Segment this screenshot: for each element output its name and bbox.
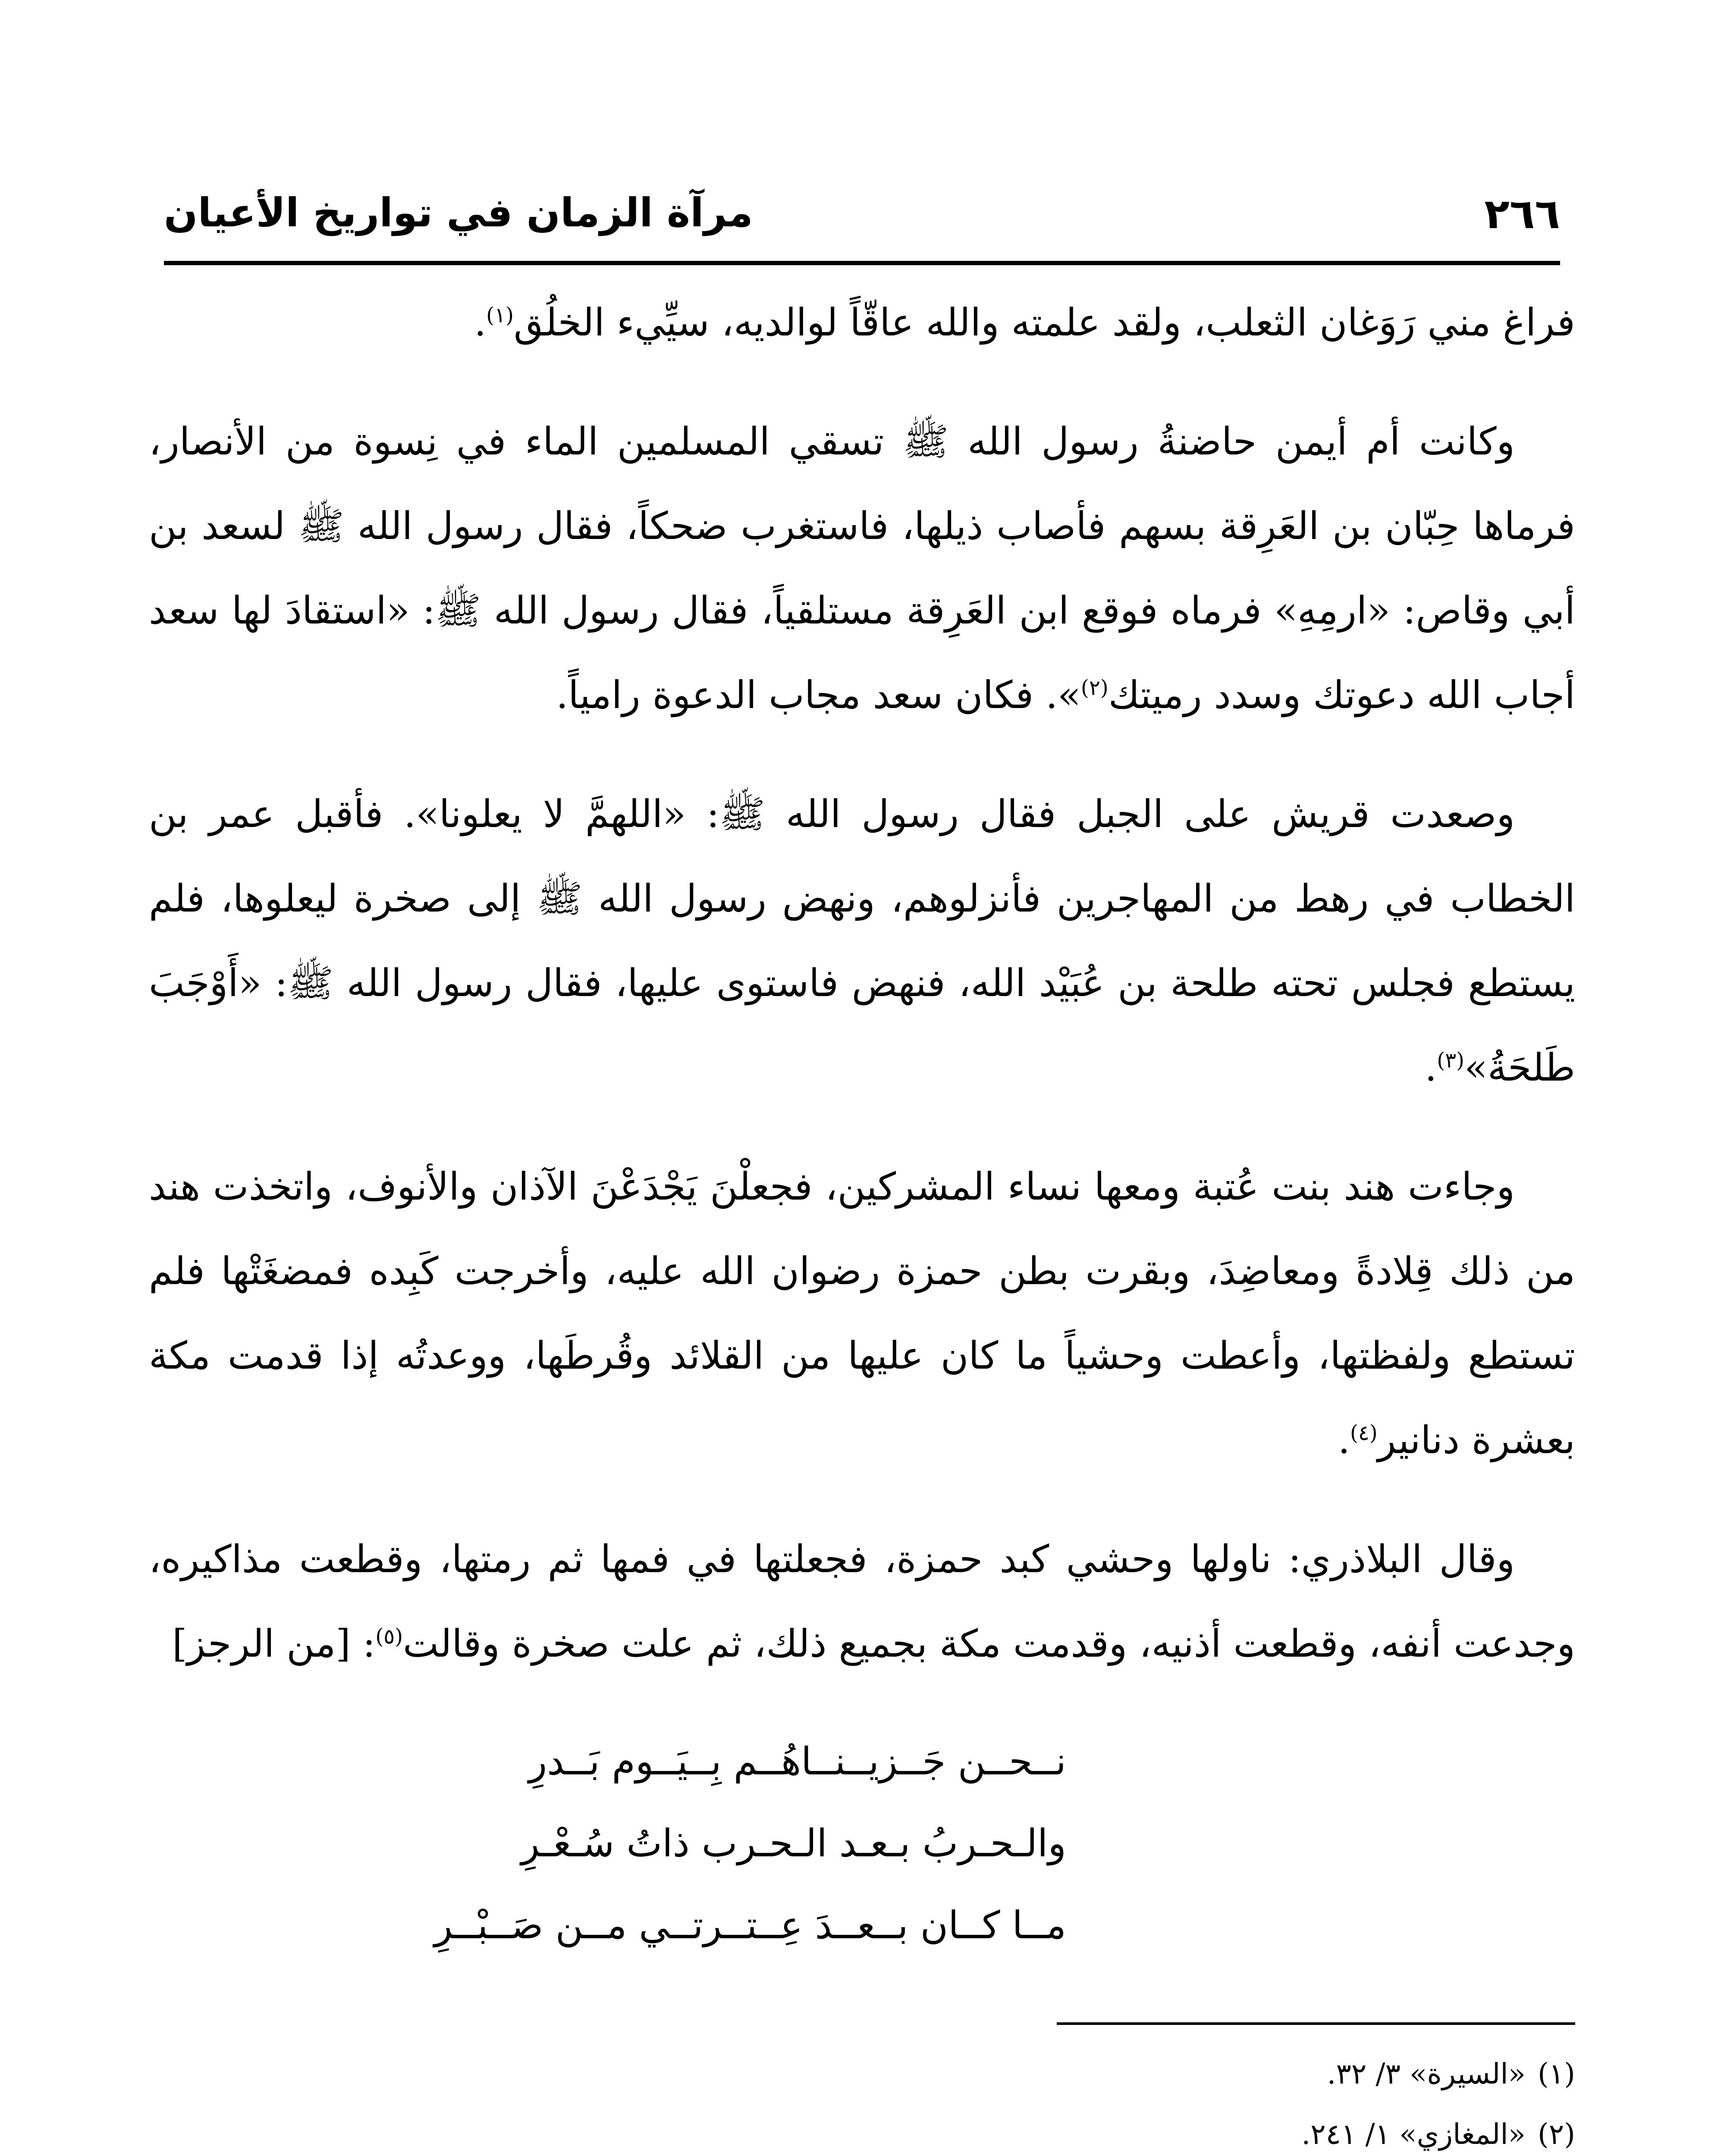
paragraph	[149, 1517, 1575, 1686]
paragraph-text: وكانت أم أيمن حاضنةُ رسول الله ﷺ تسقي المسلمين الماء في نِسوة من الأنصار، فرماها حِبّان بن العَرِقة بسهم فأصاب ذيلها، فاستغرب ضحكاً، فقال رسول الله ﷺ لسعد بن أبي وقاص: «ارمِهِ» فرماه فوقع ابن العَرِقة مستلقياً، فقال رسول الله ﷺ: «استقادَ لها سعد أجاب الله دعوتك وسدد رميتك	[149, 419, 1576, 717]
poem-line: مــا كــان بــعــدَ عِــتــرتــي مــن صَــبْــرِ	[434, 1903, 1066, 1947]
book-title: مرآة الزمان في تواريخ الأعيان	[164, 190, 753, 236]
paragraph	[149, 399, 1575, 737]
paragraph	[149, 772, 1575, 1110]
paragraph-text: وصعدت قريش على الجبل فقال رسول الله ﷺ: «اللهمَّ لا يعلونا». فأقبل عمر بن الخطاب في رهط من المهاجرين فأنزلوهم، ونهض رسول الله ﷺ إلى صخرة ليعلوها، فلم يستطع فجلس تحته طلحة بن عُبَيْد الله، فنهض فاستوى عليها، فقال رسول الله ﷺ: «أَوْجَبَ طَلحَةُ»	[149, 792, 1575, 1090]
paragraph	[149, 1144, 1575, 1482]
poem	[149, 1720, 1575, 1966]
footnote-ref: (٥)	[375, 1624, 403, 1649]
footnote-number: (١)	[1538, 2057, 1575, 2090]
footnote-ref: (٣)	[1437, 1048, 1464, 1073]
footnote	[149, 2044, 1575, 2104]
poem-line: والـحـربُ بـعـد الـحـرب ذاتُ سُـعْـرِ	[521, 1821, 1066, 1865]
poem-line: نــحــن جَــزيــنــاهُــم بِــيَــوم بَــدرِ	[528, 1739, 1066, 1783]
paragraph	[149, 280, 1575, 365]
main-text	[149, 280, 1575, 1966]
footnote-ref: (١)	[486, 303, 514, 328]
footnote-text: «المغازي» ١/ ٢٤١.	[1301, 2118, 1526, 2151]
footnote-number: (٢)	[1538, 2118, 1575, 2151]
paragraph-end: ». فكان سعد مجاب الدعوة رامياً.	[556, 673, 1081, 717]
footnote	[149, 2104, 1575, 2156]
paragraph-end: .	[1425, 1045, 1437, 1090]
paragraph-end: .	[474, 300, 487, 345]
paragraph-text: فراغ مني رَوَغان الثعلب، ولقد علمته والله عاقّاً لوالديه، سيِّيء الخلُق	[514, 300, 1575, 345]
footnote-text: «السيرة» ٣/ ٣٢.	[1327, 2057, 1526, 2090]
footnote-ref: (٤)	[1350, 1421, 1378, 1445]
paragraph-end: : [من الرجز]	[172, 1621, 376, 1666]
paragraph-text: وقال البلاذري: ناولها وحشي كبد حمزة، فجعلتها في فمها ثم رمتها، وقطعت مذاكيره، وجدعت أنفه، وقطعت أذنيه، وقدمت مكة بجميع ذلك، ثم علت صخرة وقالت	[149, 1537, 1575, 1666]
footnote-rule	[1057, 2022, 1575, 2025]
footnote-ref: (٢)	[1080, 676, 1109, 700]
page-header	[164, 185, 1560, 259]
header-rule	[164, 261, 1560, 265]
paragraph-end: .	[1338, 1418, 1350, 1462]
page-number: ٢٦٦	[1484, 190, 1560, 238]
paragraph-text: وجاءت هند بنت عُتبة ومعها نساء المشركين، فجعلْنَ يَجْدَعْنَ الآذان والأنوف، واتخذت هند من ذلك قِلادةً ومعاضِدَ، وبقرت بطن حمزة رضوان الله عليه، وأخرجت كَبِده فمضغَتْها فلم تستطع ولفظتها، وأعطت وحشياً ما كان عليها من القلائد وقُرطَها، ووعدتُه إذا قدمت مكة بعشرة دنانير	[149, 1164, 1575, 1462]
footnotes	[149, 2044, 1575, 2156]
